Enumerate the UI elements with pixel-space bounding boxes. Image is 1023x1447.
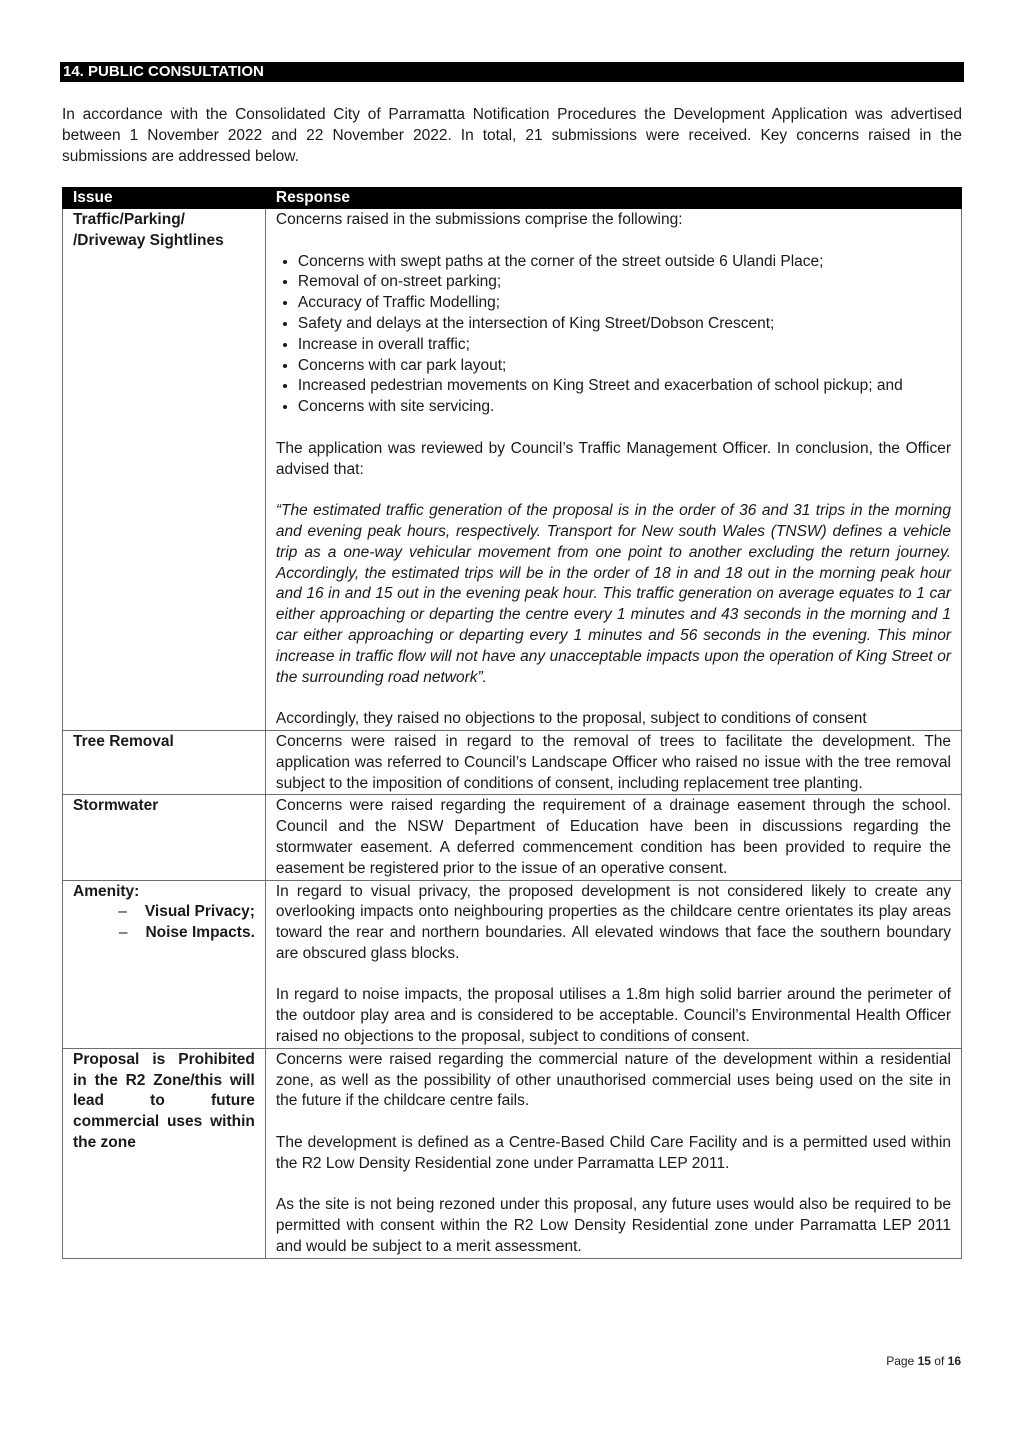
section-heading: 14. PUBLIC CONSULTATION [60, 62, 964, 82]
header-issue: Issue [63, 188, 266, 209]
amenity-noise-response: In regard to noise impacts, the proposal utilises a 1.8m high solid barrier around the perimeter of the outdoor play area and is considered to be acceptable. Council’s Environmental Health Officer raised no objections to the proposal, subject to conditions of consent. [275, 986, 951, 1046]
issue-amenity-title: Amenity: [73, 882, 140, 900]
page-label: Page [886, 1354, 915, 1368]
quote-text: “The estimated traffic generation of the proposal is in the order of 36 and 31 trips in the morning and evening peak hours, respectively. Transport for New south Wales (TNSW) defines a vehicle trip as a one-way vehicular movement from one point to another excluding the return journey. Accordingly, the estimated trips will be in the order of 18 in and 18 out in the morning peak hour and 16 in and 15 out in the evening peak hour. This traffic generation on average equates to 1 car either approaching or departing the centre every 1 minutes and 43 seconds in the morning and 1 car either approaching or departing every 1 minutes and 56 seconds in the evening. This minor increase in traffic flow will not have any unacceptable impacts upon the operation of King Street or the surrounding road network”. [275, 502, 951, 686]
list-item: • Concerns with swept paths at the corner of the street outside 6 Ulandi Place; [298, 252, 951, 273]
list-item: • Removal of on-street parking; [298, 272, 951, 293]
response-traffic [265, 209, 961, 731]
issue-stormwater: Stormwater [63, 795, 266, 880]
table-row-stormwater [63, 795, 962, 880]
response-stormwater: Concerns were raised regarding the requirement of a drainage easement through the school. Council and the NSW Department of Education have been in discussions regarding the stormwater easement. A deferred commencement condition has been provided to require the easement be registered prior to the issue of an operative consent. [265, 795, 961, 880]
intro-paragraph: In accordance with the Consolidated City of Parramatta Notification Procedures the Development Application was advertised between 1 November 2022 and 22 November 2022. In total, 21 submissions were received. Key concerns raised in the submissions are addressed below. [62, 106, 962, 165]
consultation-table [62, 187, 962, 1259]
table-row-amenity [63, 880, 962, 1048]
traffic-review: The application was reviewed by Council’s Traffic Management Officer. In conclusion, the Officer advised that: [275, 439, 951, 478]
zone-response-3: As the site is not being rezoned under this proposal, any future uses would also be required to be permitted with consent within the R2 Low Density Residential zone under Parramatta LEP 2011 and would be subject to a merit assessment. [275, 1196, 951, 1256]
issue-zone: Proposal is Prohibited in the R2 Zone/this will lead to future commercial uses within the zone [63, 1048, 266, 1258]
page-number: 15 [917, 1354, 931, 1368]
traffic-intro: Concerns raised in the submissions comprise the following: [275, 211, 683, 228]
list-item: • Safety and delays at the intersection of King Street/Dobson Crescent; [298, 314, 951, 335]
zone-response-2: The development is defined as a Centre-Based Child Care Facility and is a permitted used within the R2 Low Density Residential zone under Parramatta LEP 2011. [275, 1134, 951, 1172]
table-header-row [63, 188, 962, 209]
table-row-traffic [63, 209, 962, 731]
issue-traffic [63, 209, 266, 731]
zone-response-1: Concerns were raised regarding the commercial nature of the development within a residential zone, as well as the possibility of other unauthorised commercial uses being used on the site in the future if the childcare centre fails. [275, 1050, 951, 1110]
amenity-sub-list [73, 902, 255, 944]
list-item: • Concerns with site servicing. [298, 397, 951, 418]
list-item: • Concerns with car park layout; [298, 356, 951, 377]
list-item: • Increase in overall traffic; [298, 335, 951, 356]
issue-traffic-line1: Traffic/Parking/ [73, 211, 185, 228]
of-label: of [934, 1354, 945, 1368]
list-item: • Accuracy of Traffic Modelling; [298, 293, 951, 314]
issue-amenity [63, 880, 266, 1048]
traffic-concerns-list [276, 252, 951, 418]
amenity-sub-noise: Noise Impacts. [145, 924, 255, 942]
page-footer [886, 1354, 961, 1368]
amenity-sub-visual: Visual Privacy; [144, 903, 255, 921]
list-item [73, 923, 255, 944]
dash-bullet: – [118, 924, 128, 942]
traffic-officer-quote [276, 501, 951, 688]
issue-traffic-line2: /Driveway Sightlines [73, 231, 224, 249]
list-item: • Increased pedestrian movements on King Street and exacerbation of school pickup; and [298, 376, 951, 397]
page-total: 16 [947, 1354, 961, 1368]
response-tree: Concerns were raised in regard to the removal of trees to facilitate the development. The application was referred to Council’s Landscape Officer who raised no issue with the tree removal subject to the imposition of conditions of consent, including replacement tree planting. [265, 730, 961, 794]
amenity-visual-response: In regard to visual privacy, the proposed development is not considered likely to create any overlooking impacts onto neighbouring properties as the childcare centre orientates its play areas toward the rear and northern boundaries. All elevated windows that face the southern boundary are obscured glass blocks. [275, 882, 951, 962]
response-amenity [265, 880, 961, 1048]
header-response: Response [265, 188, 961, 209]
response-zone [265, 1048, 961, 1258]
traffic-conclusion: Accordingly, they raised no objections to the proposal, subject to conditions of consent [275, 710, 867, 728]
dash-bullet: – [118, 903, 127, 921]
list-item [73, 902, 255, 923]
issue-tree: Tree Removal [63, 730, 266, 794]
table-row-tree [63, 730, 962, 794]
table-row-zone [63, 1048, 962, 1258]
